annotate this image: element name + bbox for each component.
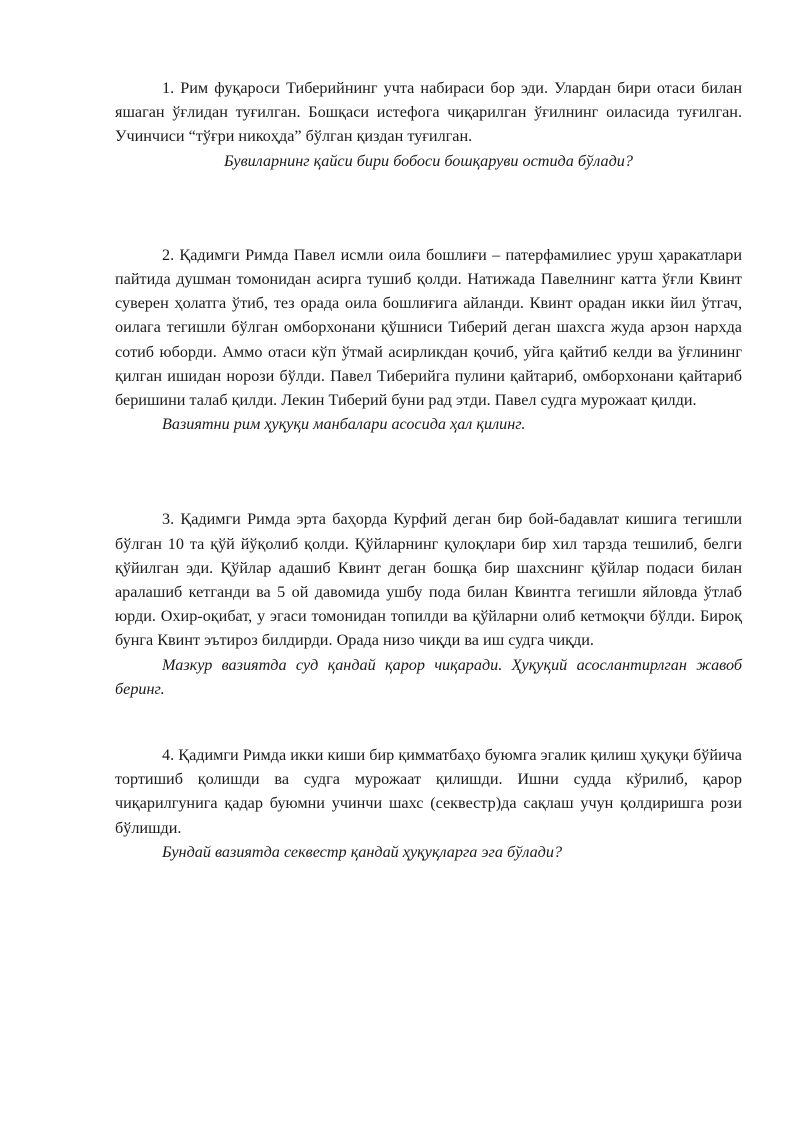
problem-3 [115,507,742,701]
problem-1-text: 1. Рим фуқароси Тиберийнинг учта набираси бор эди. Улардан бири отаси билан яшаган ўғлидан туғилган. Бошқаси истефога чиқарилган ўғилнинг оиласида туғилган. Учинчиси “тўғри никоҳда” бўлган қиздан туғилган. [115,79,742,146]
problem-4-question: Бундай вазиятда секвестр қандай ҳуқуқларга эга бўлади? [162,842,563,861]
problem-3-question: Мазкур вазиятда суд қандай қарор чиқаради. Ҳуқуқий асослантирлган жавоб беринг. [115,655,742,698]
problem-2 [115,243,742,437]
problem-1 [115,76,742,173]
problem-3-text: 3. Қадимги Римда эрта баҳорда Курфий деган бир бой-бадавлат кишига тегишли бўлган 10 та қўй йўқолиб қолди. Қўйларнинг қулоқлари бир хил тарзда тешилиб, белги қўйилган эди. Қўйлар адашиб Квинт деган бошқа бир шахснинг қўйлар подаси билан аралашиб кетганди ва 5 ой давомида ушбу пода билан Квинтга тегишли яйловда ўтлаб юрди. Охир-оқибат, у эгаси томонидан топилди ва қўйларни олиб кетмоқчи бўлди. Бироқ бунга Квинт эътироз билдирди. Орада низо чиқди ва иш судга чиқди. [115,510,742,650]
problem-2-text: 2. Қадимги Римда Павел исмли оила бошлиғи – патерфамилиес уруш ҳаракатлари пайтида душман томонидан асирга тушиб қолди. Натижада Павелнинг катта ўғли Квинт суверен ҳолатга ўтиб, тез орада оила бошлиғига айланди. Квинт орадан икки йил ўтгач, оилага тегишли бўлган омборхонани қўшниси Тиберий деган шахсга жуда арзон нархда сотиб юборди. Аммо отаси кўп ўтмай асирликдан қочиб, уйга қайтиб келди ва ўғлининг қилган ишидан норози бўлди. Павел Тиберийга пулини қайтариб, омборхонани қайтариб беришини талаб қилди. Лекин Тиберий буни рад этди. Павел судга мурожаат қилди. [115,245,742,410]
problem-4-text: 4. Қадимги Римда икки киши бир қимматбаҳо буюмга эгалик қилиш ҳуқуқи бўйича тортишиб қолишди ва судга мурожаат қилишди. Ишни судда кўрилиб, қарор чиқарилгунига қадар буюмни учинчи шахс (секвестр)да сақлаш учун қолдиришга рози бўлишди. [115,746,742,837]
document-page [115,76,742,864]
problem-4 [115,743,742,864]
problem-2-question: Вазиятни рим ҳуқуқи манбалари асосида ҳал қилинг. [162,415,526,434]
problem-1-question: Бувиларнинг қайси бири бобоси бошқаруви остида бўлади? [224,151,633,170]
